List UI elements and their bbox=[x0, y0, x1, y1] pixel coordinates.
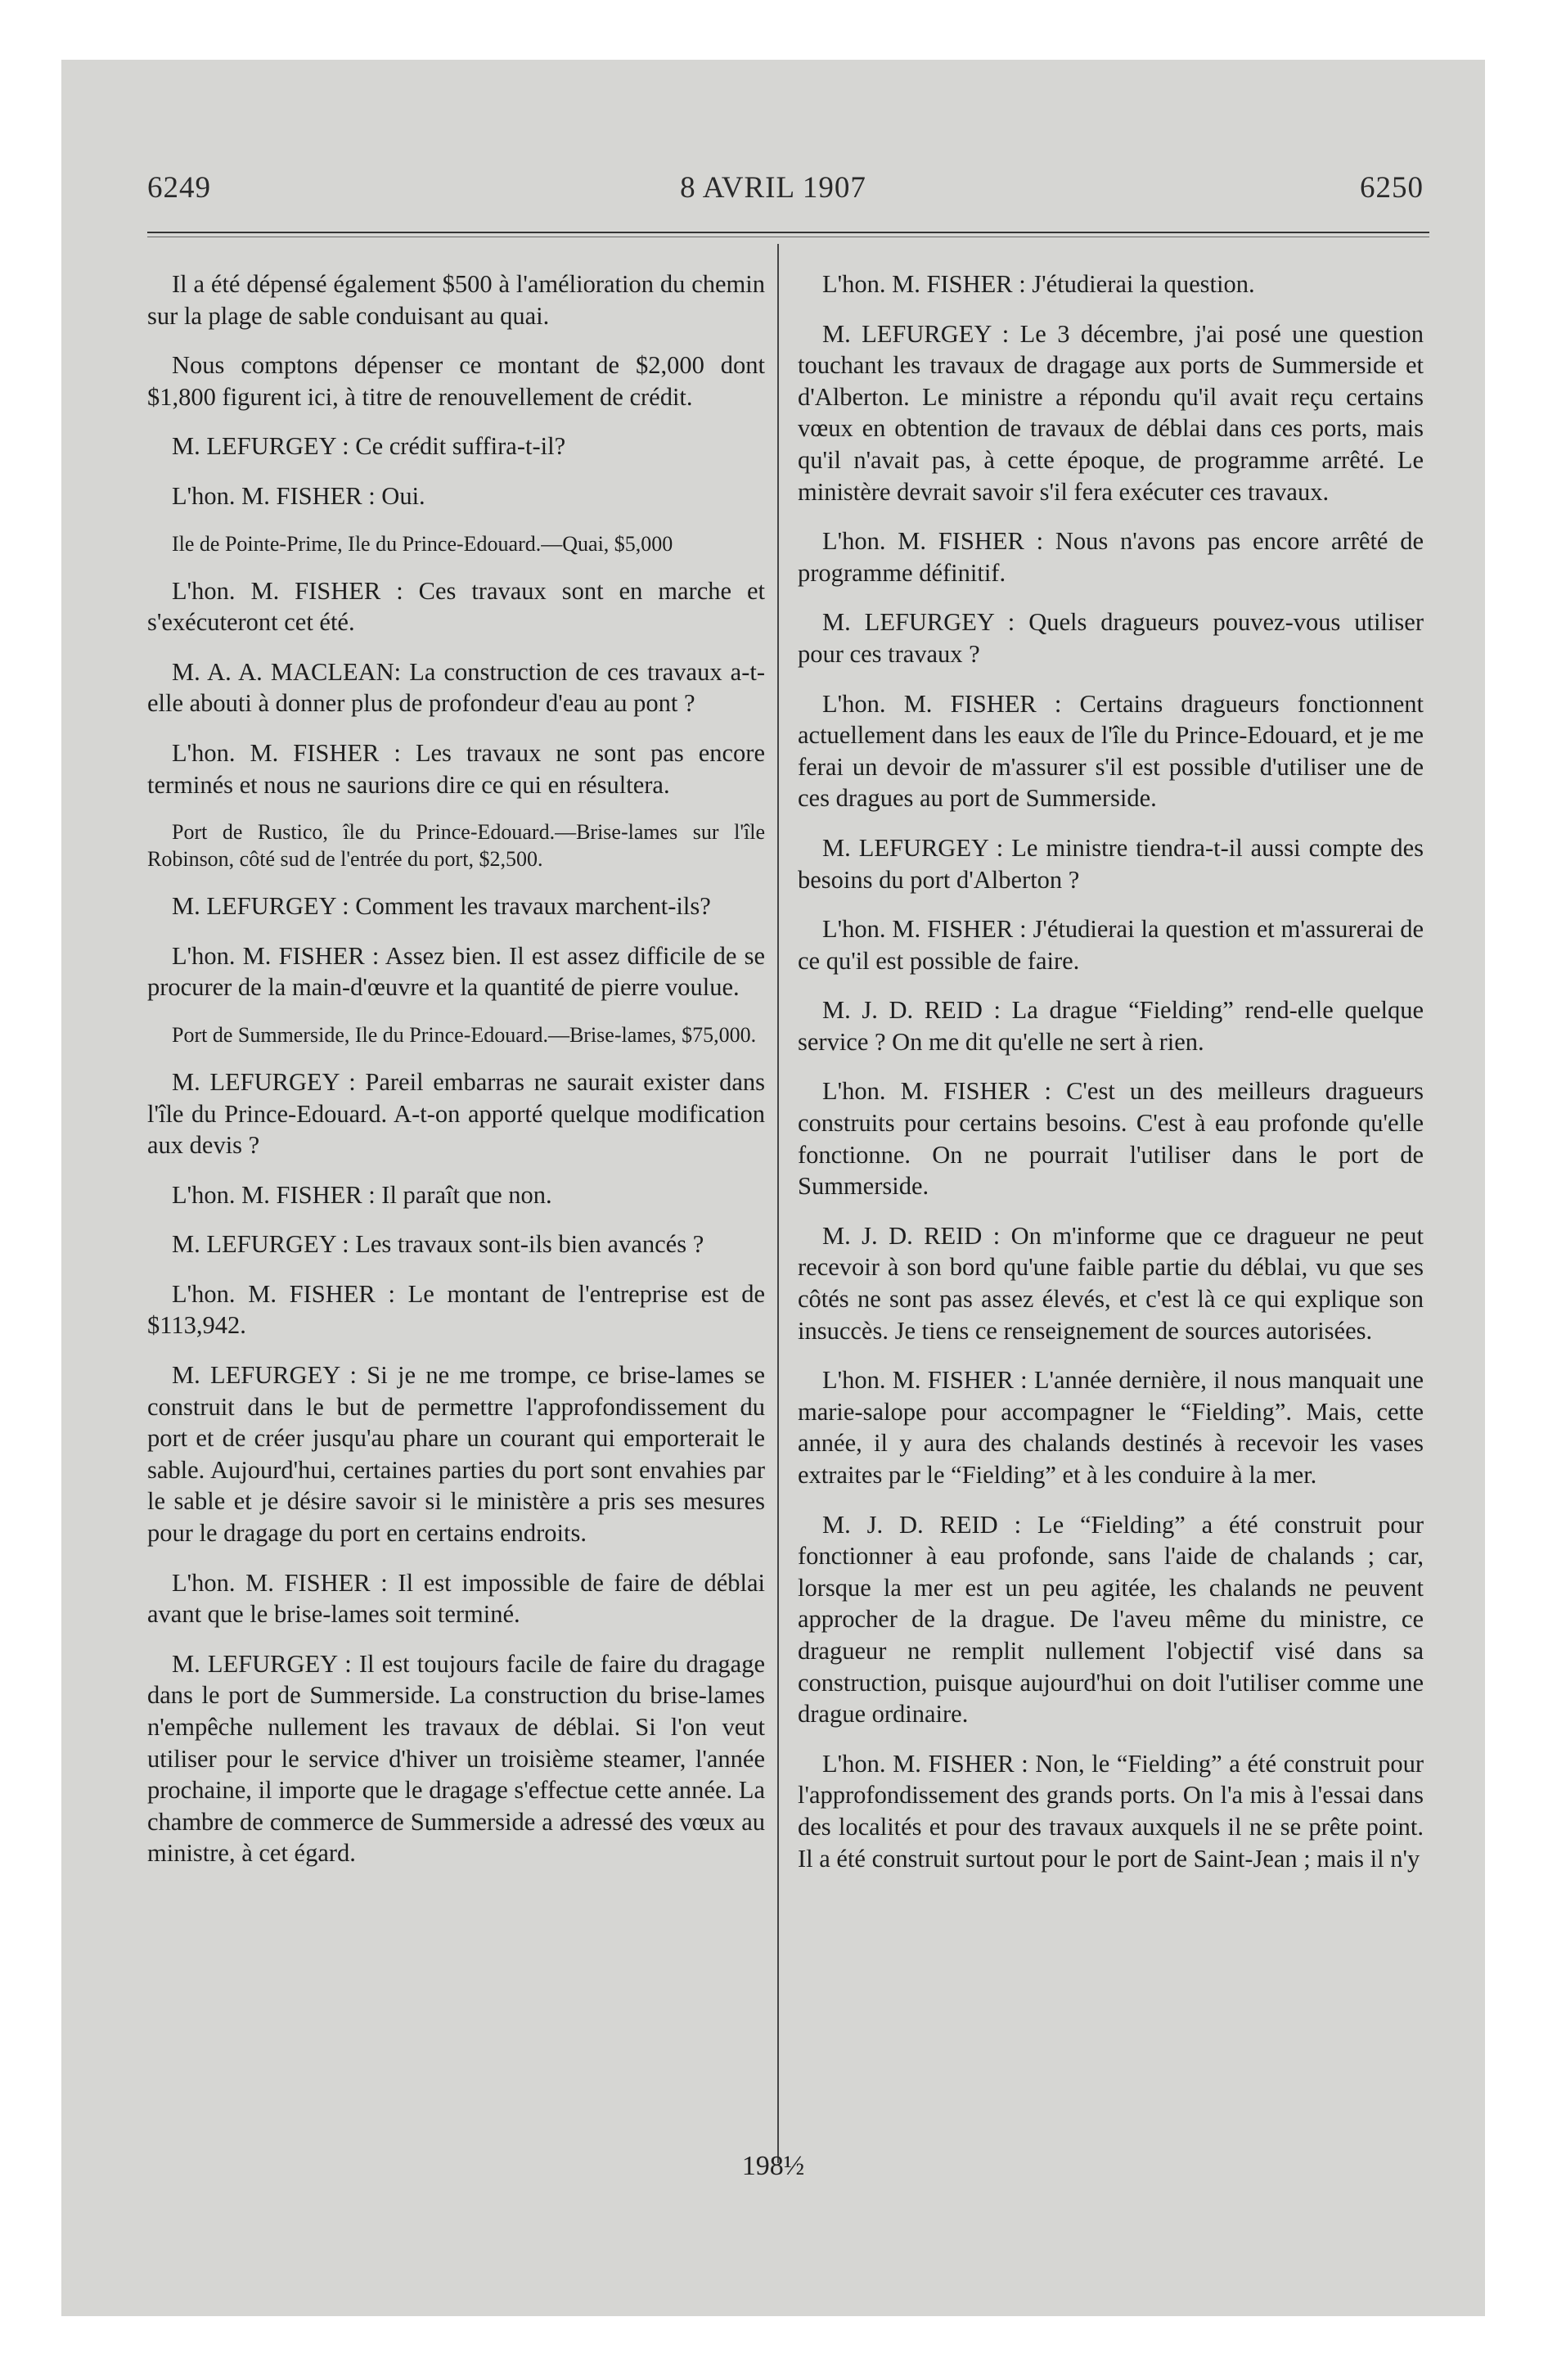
paragraph: M. LEFURGEY : Les travaux sont-ils bien avancés ? bbox=[172, 1230, 704, 1259]
paragraph: M. LEFURGEY : Ce crédit suffira-t-il? bbox=[172, 432, 566, 461]
paragraph: Nous comptons dépenser ce montant de $2,000 dont $1,800 figurent ici, à titre de renouvellement de crédit. bbox=[147, 351, 765, 411]
budget-item-heading: Ile de Pointe-Prime, Ile du Prince-Edouard.—Quai, $5,000 bbox=[172, 531, 673, 556]
budget-item-heading: Port de Rustico, île du Prince-Edouard.—Brise-lames sur l'île Robinson, côté sud de l'entrée du port, $2,500. bbox=[147, 820, 765, 872]
paragraph: L'hon. M. FISHER : Le montant de l'entreprise est de $113,942. bbox=[147, 1279, 765, 1340]
paragraph: M. J. D. REID : On m'informe que ce dragueur ne peut recevoir à son bord qu'une faible partie du déblai, vu que ses côtés ne sont pas assez élevés, et c'est là ce qui explique son insuccès. Je tiens ce renseignement de sources autorisées. bbox=[798, 1221, 1424, 1345]
budget-item-heading: Port de Summerside, Ile du Prince-Edouard.—Brise-lames, $75,000. bbox=[172, 1022, 757, 1047]
paragraph: L'hon. M. FISHER : L'année dernière, il nous manquait une marie-salope pour accompagner le “Fielding”. Mais, cette année, il y aura des chalands destinés à recevoir les vases extraites par le “Fielding” et à les conduire à la mer. bbox=[798, 1366, 1424, 1489]
paragraph: L'hon. M. FISHER : Les travaux ne sont pas encore terminés et nous ne saurions dire ce qui en résultera. bbox=[147, 738, 765, 799]
paragraph: L'hon. M. FISHER : C'est un des meilleurs dragueurs construits pour certains besoins. C'est à eau profonde qu'elle fonctionne. On ne pourrait l'utiliser dans le port de Summerside. bbox=[798, 1077, 1424, 1201]
paragraph: Il a été dépensé également $500 à l'amélioration du chemin sur la plage de sable conduisant au quai. bbox=[147, 270, 765, 330]
paragraph: M. J. D. REID : Le “Fielding” a été construit pour fonctionner à eau profonde, sans l'aide de chalands ; car, lorsque la mer est un peu agitée, les chalands ne peuvent approcher de la drague. De l'aveu même du ministre, ce dragueur ne remplit nullement l'objectif visé dans sa construction, puisque aujourd'hui on doit l'utiliser comme une drague ordinaire. bbox=[798, 1510, 1424, 1729]
paragraph: M. LEFURGEY : Comment les travaux marchent-ils? bbox=[172, 892, 711, 921]
page-number-left: 6249 bbox=[147, 171, 211, 205]
paragraph: M. LEFURGEY : Si je ne me trompe, ce brise-lames se construit dans le but de permettre l'approfondissement du port et de créer jusqu'au phare un courant qui emporterait le sable. Aujourd'hui, certaines parties du port sont envahies par le sable et je désire savoir si le ministère a pris ses mesures pour le dragage du port en certains endroits. bbox=[147, 1361, 765, 1548]
left-column bbox=[147, 268, 765, 1887]
header-rule bbox=[147, 232, 1429, 233]
paragraph: L'hon. M. FISHER : J'étudierai la question. bbox=[822, 270, 1255, 298]
paragraph: L'hon. M. FISHER : Ces travaux sont en marche et s'exécuteront cet été. bbox=[147, 576, 765, 637]
column-divider bbox=[777, 244, 779, 2163]
page-date: 8 AVRIL 1907 bbox=[680, 171, 866, 205]
paragraph: L'hon. M. FISHER : Il paraît que non. bbox=[172, 1180, 552, 1209]
paragraph: M. A. A. MACLEAN: La construction de ces travaux a-t-elle abouti à donner plus de profondeur d'eau au pont ? bbox=[147, 657, 765, 718]
paragraph: L'hon. M. FISHER : Non, le “Fielding” a été construit pour l'approfondissement des grands ports. On l'a mis à l'essai dans des localités et pour des travaux auxquels il ne se prête point. Il a été construit surtout pour le port de Saint-Jean ; mais il n'y bbox=[798, 1749, 1424, 1873]
paragraph: M. LEFURGEY : Le 3 décembre, j'ai posé une question touchant les travaux de dragage aux ports de Summerside et d'Alberton. Le ministre a répondu qu'il avait reçu certains vœux en obtention de travaux de déblai dans ces ports, mais qu'il n'avait pas, à cette époque, de programme arrêté. Le ministère devrait savoir s'il fera exécuter ces travaux. bbox=[798, 319, 1424, 506]
paragraph: M. LEFURGEY : Le ministre tiendra-t-il aussi compte des besoins du port d'Alberton ? bbox=[798, 833, 1424, 894]
paragraph: M. LEFURGEY : Quels dragueurs pouvez-vous utiliser pour ces travaux ? bbox=[798, 608, 1424, 668]
paragraph: M. LEFURGEY : Il est toujours facile de faire du dragage dans le port de Summerside. La construction du brise-lames n'empêche nullement les travaux de déblai. Si l'on veut utiliser pour le service d'hiver un troisième steamer, l'année prochaine, il importe que le dragage s'effectue cette année. La chambre de commerce de Summerside a adressé des vœux au ministre, à cet égard. bbox=[147, 1649, 765, 1868]
paragraph: L'hon. M. FISHER : Il est impossible de faire de déblai avant que le brise-lames soit terminé. bbox=[147, 1568, 765, 1629]
paragraph: L'hon. M. FISHER : Nous n'avons pas encore arrêté de programme définitif. bbox=[798, 527, 1424, 587]
paragraph: L'hon. M. FISHER : Assez bien. Il est assez difficile de se procurer de la main-d'œuvre et la quantité de pierre voulue. bbox=[147, 941, 765, 1002]
page-number-right: 6250 bbox=[1360, 171, 1424, 205]
right-column bbox=[798, 268, 1424, 1892]
paper-sheet bbox=[61, 60, 1485, 2316]
paragraph: M. LEFURGEY : Pareil embarras ne saurait exister dans l'île du Prince-Edouard. A-t-on apporté quelque modification aux devis ? bbox=[147, 1067, 765, 1160]
page-footer-number: 198½ bbox=[741, 2151, 805, 2181]
paragraph: L'hon. M. FISHER : Oui. bbox=[172, 481, 425, 510]
paragraph: L'hon. M. FISHER : J'étudierai la question et m'assurerai de ce qu'il est possible de faire. bbox=[798, 915, 1424, 975]
paragraph: M. J. D. REID : La drague “Fielding” rend-elle quelque service ? On me dit qu'elle ne sert à rien. bbox=[798, 996, 1424, 1056]
paragraph: L'hon. M. FISHER : Certains dragueurs fonctionnent actuellement dans les eaux de l'île du Prince-Edouard, et je me ferai un devoir de m'assurer s'il est possible d'utiliser une de ces dragues au port de Summerside. bbox=[798, 689, 1424, 813]
